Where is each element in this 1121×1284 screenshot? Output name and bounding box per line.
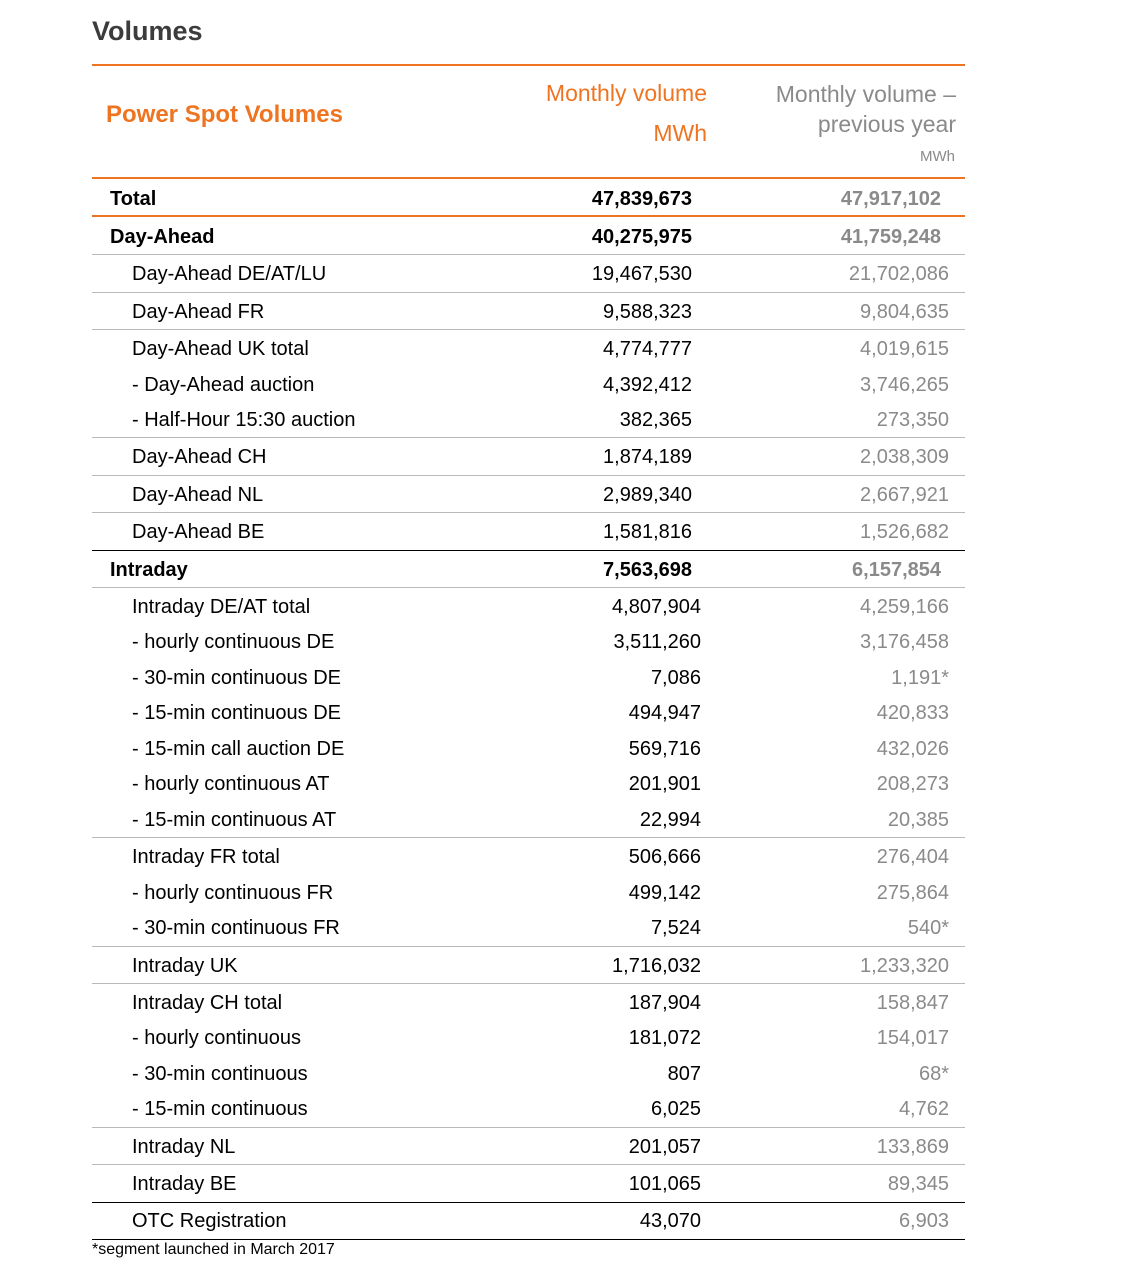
row-label: - hourly continuous <box>132 1027 301 1049</box>
row-previous-value: 9,804,635 <box>860 301 949 323</box>
row-label: - 30-min continuous FR <box>132 917 340 939</box>
row-current-value: 19,467,530 <box>591 263 692 285</box>
header-bottom-rule <box>92 177 965 179</box>
table-row-total <box>92 184 965 214</box>
row-current-value: 1,581,816 <box>603 521 692 543</box>
row-current-value: 9,588,323 <box>603 301 692 323</box>
row-previous-value: 2,038,309 <box>860 446 949 468</box>
row-current-value: 40,275,975 <box>591 226 692 248</box>
table-row <box>92 913 965 943</box>
previous-column-header: Monthly volume – <box>775 81 956 107</box>
table-title: Power Spot Volumes <box>106 101 343 128</box>
row-current-value: 2,989,340 <box>603 484 692 506</box>
row-label: Intraday CH total <box>132 992 283 1014</box>
table-row <box>92 842 965 872</box>
row-current-value: 494,947 <box>628 702 701 724</box>
row-previous-value: 2,667,921 <box>860 484 949 506</box>
row-previous-value: 158,847 <box>876 992 949 1014</box>
table-row <box>92 517 965 547</box>
table-row <box>92 698 965 728</box>
row-current-value: 1,716,032 <box>612 955 701 977</box>
row-current-value: 569,716 <box>628 738 701 760</box>
row-previous-value: 4,259,166 <box>860 596 949 618</box>
table-row-otc <box>92 1206 965 1236</box>
row-current-value: 807 <box>667 1063 701 1085</box>
row-current-value: 1,874,189 <box>603 446 692 468</box>
previous-column-unit: MWh <box>920 148 955 165</box>
row-divider <box>92 254 965 255</box>
table-row <box>92 951 965 981</box>
footnote: *segment launched in March 2017 <box>92 1241 335 1258</box>
row-label: - 30-min continuous DE <box>132 667 341 689</box>
row-label: - hourly continuous FR <box>132 882 334 904</box>
row-current-value: 4,774,777 <box>603 338 692 360</box>
row-current-value: 6,025 <box>650 1098 701 1120</box>
row-previous-value: 6,157,854 <box>852 559 941 581</box>
row-current-value: 3,511,260 <box>613 631 701 653</box>
row-divider <box>92 437 965 438</box>
row-previous-value: 89,345 <box>887 1173 949 1195</box>
current-column-header: Monthly volume <box>545 80 707 106</box>
table-row <box>92 663 965 693</box>
row-previous-value: 3,176,458 <box>860 631 949 653</box>
row-current-value: 7,563,698 <box>603 559 692 581</box>
row-label: Day-Ahead <box>110 226 215 248</box>
row-previous-value: 21,702,086 <box>848 263 949 285</box>
row-previous-value: 432,026 <box>876 738 949 760</box>
section-divider <box>92 1202 965 1203</box>
table-row <box>92 405 965 435</box>
row-divider <box>92 475 965 476</box>
row-label: OTC Registration <box>132 1210 287 1232</box>
row-label: Day-Ahead CH <box>132 446 267 468</box>
row-current-value: 101,065 <box>628 1173 701 1195</box>
table-row <box>92 592 965 622</box>
page-title: Volumes <box>92 16 203 46</box>
row-divider <box>92 837 965 838</box>
table-row <box>92 442 965 472</box>
row-label: Intraday DE/AT total <box>132 596 311 618</box>
current-column-unit: MWh <box>653 120 707 146</box>
row-divider <box>92 1164 965 1165</box>
table-row <box>92 769 965 799</box>
row-label: - hourly continuous DE <box>132 631 335 653</box>
row-label: - hourly continuous AT <box>132 773 330 795</box>
table-row <box>92 480 965 510</box>
row-previous-value: 540* <box>907 917 949 939</box>
table-row <box>92 370 965 400</box>
row-current-value: 187,904 <box>628 992 701 1014</box>
row-current-value: 43,070 <box>639 1210 701 1232</box>
row-previous-value: 41,759,248 <box>840 226 941 248</box>
row-label: Day-Ahead NL <box>132 484 264 506</box>
row-current-value: 4,807,904 <box>612 596 701 618</box>
row-previous-value: 273,350 <box>876 409 949 431</box>
row-label: Day-Ahead UK total <box>132 338 309 360</box>
row-divider <box>92 587 965 588</box>
row-label: Total <box>110 188 157 210</box>
row-label: - 15-min continuous <box>132 1098 308 1120</box>
table-row <box>92 1169 965 1199</box>
table-row <box>92 297 965 327</box>
row-current-value: 22,994 <box>639 809 701 831</box>
row-previous-value: 6,903 <box>898 1210 949 1232</box>
row-label: - Half-Hour 15:30 auction <box>132 409 356 431</box>
row-previous-value: 276,404 <box>876 846 949 868</box>
row-label: Intraday NL <box>132 1136 236 1158</box>
row-label: - 30-min continuous <box>132 1063 308 1085</box>
table-row-day-ahead <box>92 222 965 252</box>
table-row <box>92 1094 965 1124</box>
row-current-value: 181,072 <box>628 1027 701 1049</box>
row-current-value: 7,524 <box>650 917 701 939</box>
table-bottom-rule <box>92 1239 965 1240</box>
table-row <box>92 1059 965 1089</box>
row-previous-value: 154,017 <box>876 1027 949 1049</box>
row-label: Day-Ahead DE/AT/LU <box>132 263 327 285</box>
table-row <box>92 259 965 289</box>
row-current-value: 4,392,412 <box>603 374 692 396</box>
row-current-value: 47,839,673 <box>591 188 692 210</box>
row-label: Intraday UK <box>132 955 238 977</box>
table-row <box>92 988 965 1018</box>
row-divider <box>92 292 965 293</box>
row-label: - 15-min continuous DE <box>132 702 341 724</box>
row-previous-value: 4,762 <box>898 1098 949 1120</box>
row-divider <box>92 1127 965 1128</box>
header-top-rule <box>92 64 965 66</box>
row-previous-value: 133,869 <box>876 1136 949 1158</box>
row-previous-value: 1,191* <box>891 667 949 689</box>
row-previous-value: 208,273 <box>876 773 949 795</box>
row-label: - Day-Ahead auction <box>132 374 315 396</box>
row-label: - 15-min continuous AT <box>132 809 337 831</box>
row-label: Intraday FR total <box>132 846 280 868</box>
row-previous-value: 68* <box>918 1063 949 1085</box>
table-row <box>92 1023 965 1053</box>
table-row <box>92 334 965 364</box>
row-current-value: 382,365 <box>619 409 692 431</box>
row-previous-value: 20,385 <box>887 809 949 831</box>
previous-column-header-line2: previous year <box>817 111 956 137</box>
total-rule <box>92 215 965 217</box>
row-label: Intraday BE <box>132 1173 237 1195</box>
table-row <box>92 734 965 764</box>
table-row <box>92 1132 965 1162</box>
row-previous-value: 275,864 <box>876 882 949 904</box>
row-current-value: 7,086 <box>650 667 701 689</box>
row-current-value: 499,142 <box>628 882 701 904</box>
row-previous-value: 4,019,615 <box>860 338 949 360</box>
table-row <box>92 627 965 657</box>
row-current-value: 506,666 <box>628 846 701 868</box>
row-label: - 15-min call auction DE <box>132 738 345 760</box>
table-row <box>92 878 965 908</box>
row-label: Intraday <box>110 559 188 581</box>
row-previous-value: 420,833 <box>876 702 949 724</box>
table-row-intraday <box>92 555 965 585</box>
row-label: Day-Ahead FR <box>132 301 265 323</box>
row-previous-value: 3,746,265 <box>860 374 949 396</box>
row-divider <box>92 946 965 947</box>
row-current-value: 201,057 <box>628 1136 701 1158</box>
section-divider <box>92 550 965 551</box>
row-divider <box>92 512 965 513</box>
row-label: Day-Ahead BE <box>132 521 265 543</box>
table-row <box>92 805 965 835</box>
row-current-value: 201,901 <box>628 773 701 795</box>
row-previous-value: 1,526,682 <box>860 521 949 543</box>
row-previous-value: 47,917,102 <box>840 188 941 210</box>
row-divider <box>92 329 965 330</box>
row-previous-value: 1,233,320 <box>860 955 949 977</box>
row-divider <box>92 983 965 984</box>
